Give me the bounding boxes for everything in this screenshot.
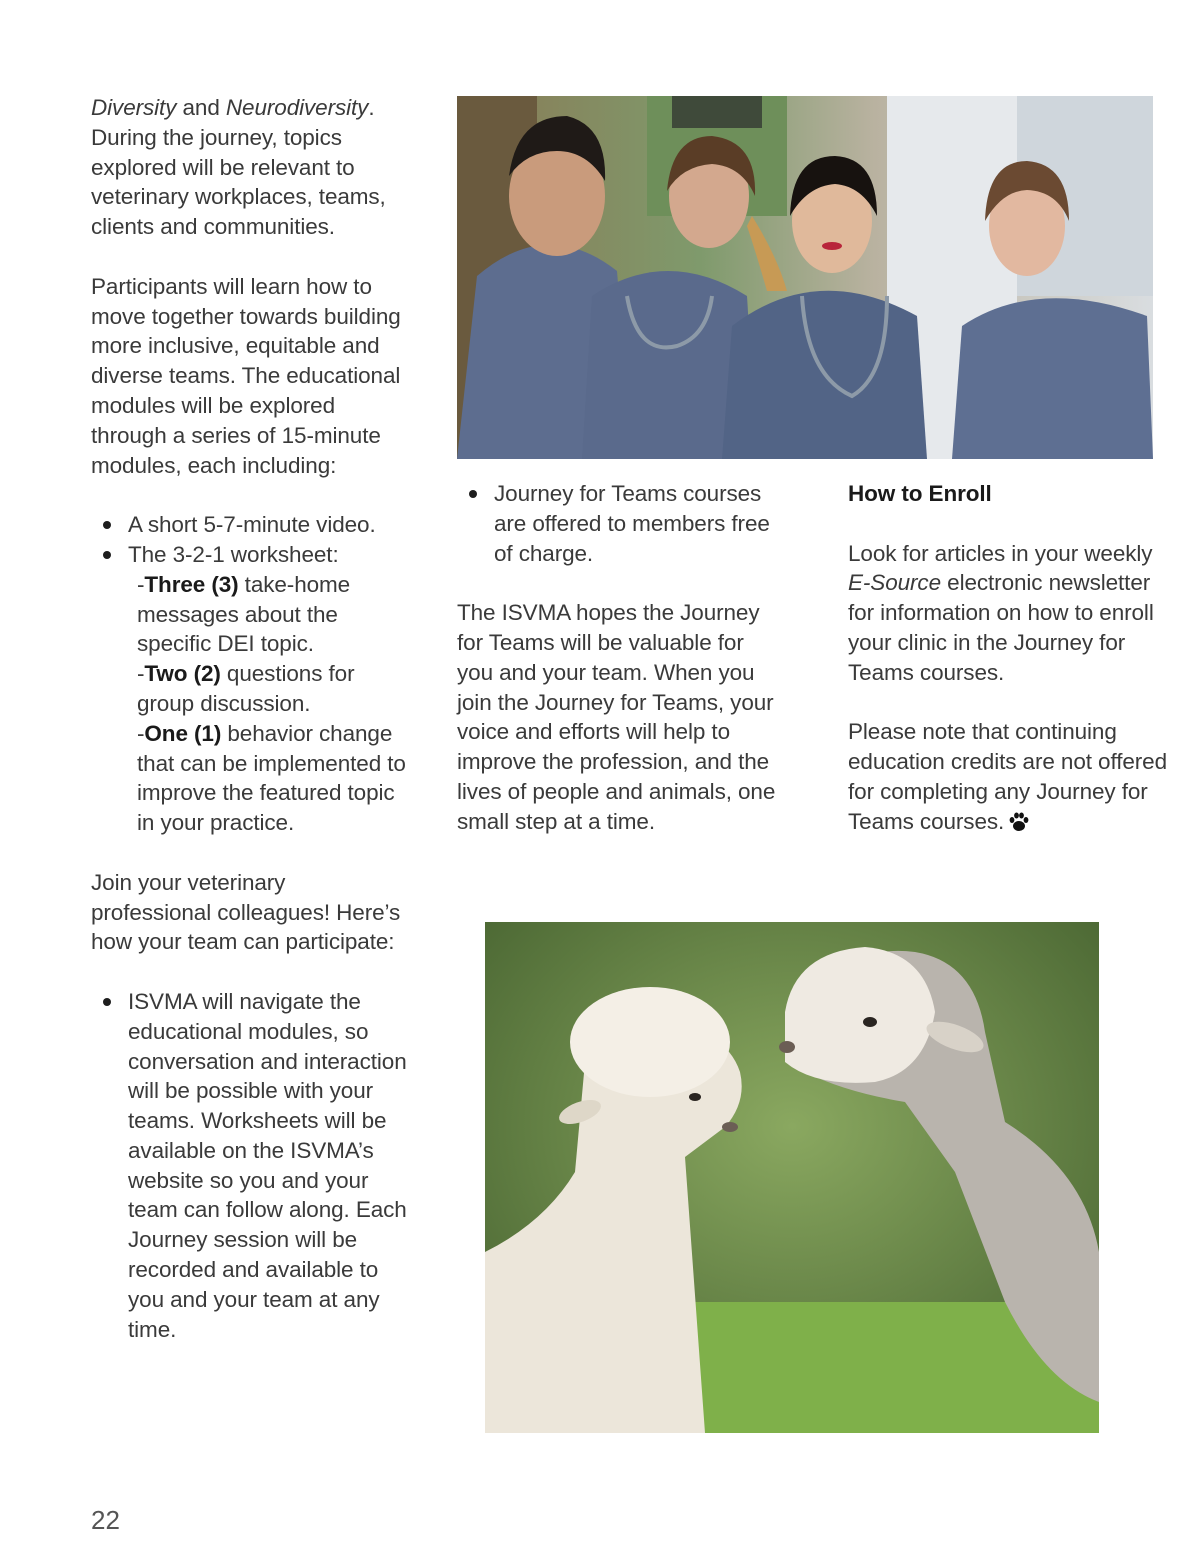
credits-paragraph [848,717,1168,840]
right-column [848,479,1168,841]
sub-item-text: questions for group discussion. [137,661,355,716]
intro-text: . During the journey, topics explored will be relevant to veterinary workplaces, teams, clients and communities. [91,95,386,240]
worksheet-label: The 3-2-1 worksheet: [128,541,339,567]
sub-item-bold: Two (2) [144,661,221,687]
left-column [91,93,411,1344]
team-illustration [457,96,1153,459]
intro-paragraph [91,93,411,242]
sub-item-bold: Three (3) [144,571,239,597]
alpacas-illustration [485,922,1099,1433]
members-list [457,479,777,568]
list-item: A short 5-7-minute video. [91,510,411,540]
list-item: Journey for Teams courses are offered to members free of charge. [457,479,777,568]
page-number: 22 [91,1505,120,1535]
intro-and: and [176,95,226,120]
module-list [91,510,411,570]
paw-print-icon [1008,811,1030,841]
worksheet-sublist [91,570,411,838]
newsletter-name: E-Source [848,570,941,596]
enroll-paragraph [848,539,1168,688]
neurodiversity-term: Neurodiversity [225,95,369,120]
enroll-text-b: electronic newsletter for information on how to enroll your clinic in the Journey for Teams courses. [848,570,1154,685]
participants-paragraph: Participants will learn how to move together towards building more inclusive, equitable and diverse teams. The educational modules will be explored through a series of 15-minute modules, each including: [91,273,401,478]
list-item: ISVMA will navigate the educational modules, so conversation and interaction will be possible with your teams. Worksheets will be available on the ISVMA’s website so you and your team can follow along. Each Journey session will be recorded and available to you and your team at any time. [91,987,411,1345]
sub-item-two: -Two (2) questions for group discussion. [137,661,355,716]
participate-list [91,987,411,1345]
hopes-paragraph: The ISVMA hopes the Journey for Teams will be valuable for you and your team. When you join the Journey for Teams, your voice and efforts will help to improve the profession, and the lives of people and animals, one small step at a time. [457,600,776,834]
enroll-text-a: Look for articles in your weekly [848,540,1153,566]
alpacas-photo [485,922,1099,1433]
sub-item-text: behavior change that can be implemented to improve the featured topic in your practice. [137,720,406,836]
sub-item-text: take-home messages about the specific DEI topic. [137,571,351,657]
middle-column [457,479,777,837]
list-item [91,540,411,570]
credits-text: Please note that continuing education credits are not offered for completing any Journey for Teams courses. [848,719,1167,834]
section-heading: How to Enroll [848,481,992,506]
sub-item-one: -One (1) behavior change that can be implemented to improve the featured topic in your practice. [137,720,406,836]
diversity-term: Diversity [91,95,177,120]
veterinary-team-photo [457,96,1153,459]
join-paragraph: Join your veterinary professional colleagues! Here’s how your team can participate: [91,869,401,955]
sub-item-three: -Three (3) take-home messages about the specific DEI topic. [137,571,351,657]
sub-item-bold: One (1) [144,720,222,746]
